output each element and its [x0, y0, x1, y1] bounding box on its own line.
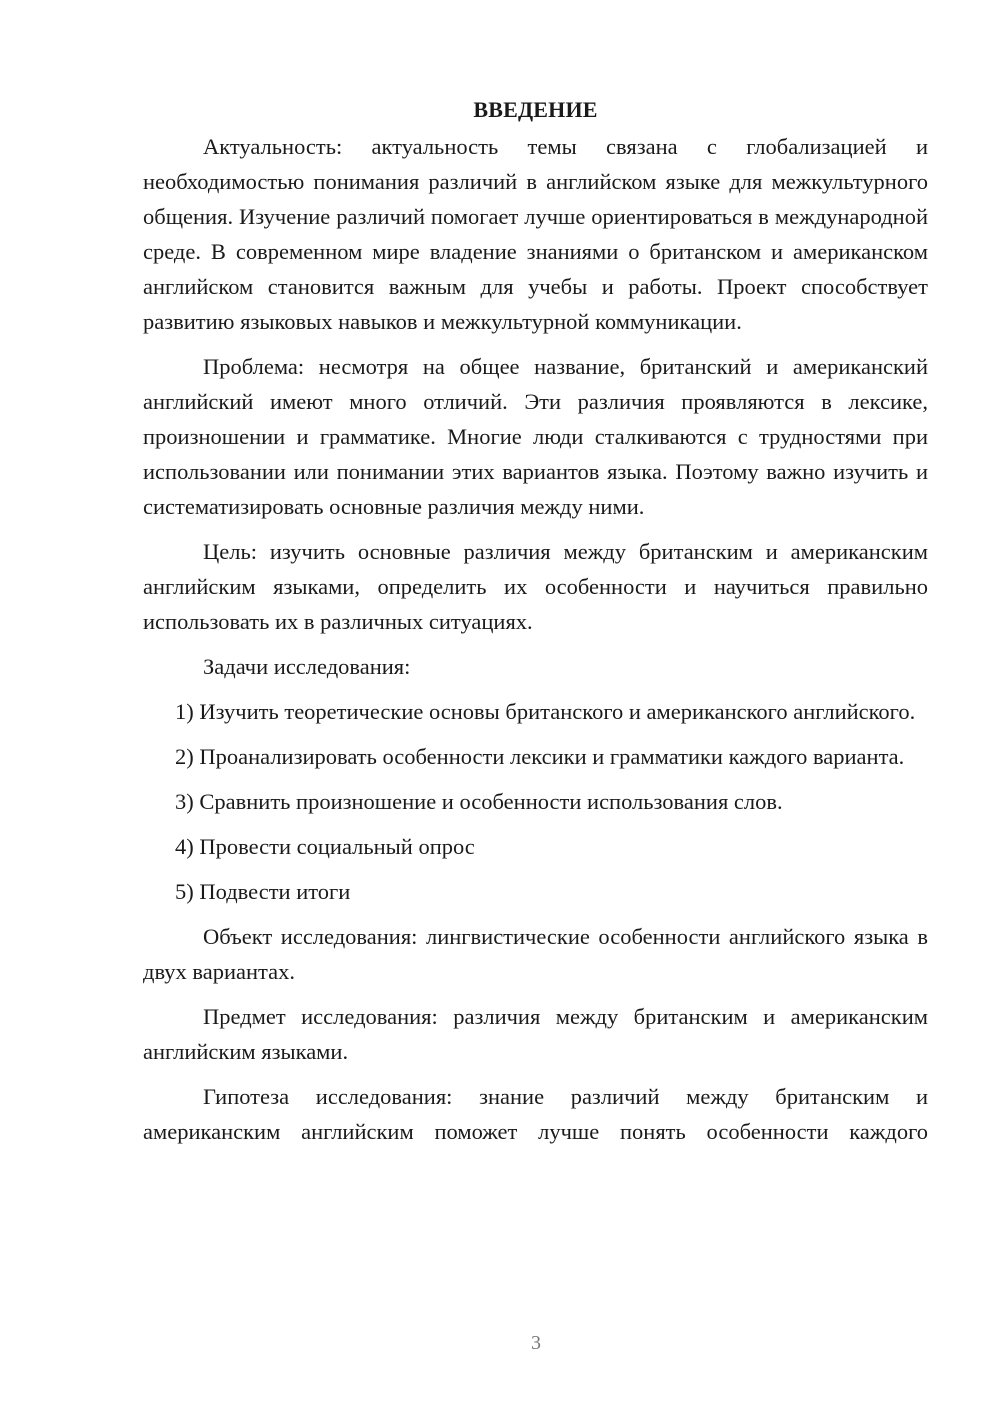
task-item-3: 3) Сравнить произношение и особенности использования слов. — [175, 789, 783, 814]
tasks-heading: Задачи исследования: — [203, 654, 411, 679]
paragraph-hypothesis: Гипотеза исследования: знание различий между британским и американским английским поможет лучше понять особенности каждого — [143, 1084, 928, 1144]
document-page — [143, 92, 928, 1159]
paragraph-relevance: Актуальность: актуальность темы связана с глобализацией и необходимостью понимания различий в английском языке для межкультурного общения. Изучение различий помогает лучше ориентироваться в международной среде. В современном мире владение знаниями о британском и американском английском становится важным для учебы и работы. Проект способствует развитию языковых навыков и межкультурной коммуникации. — [143, 134, 928, 334]
task-item-5: 5) Подвести итоги — [175, 879, 351, 904]
tasks-list — [143, 694, 928, 909]
page-number: 3 — [531, 1332, 541, 1354]
paragraph-object: Объект исследования: лингвистические особенности английского языка в двух вариантах. — [143, 924, 928, 984]
paragraph-goal: Цель: изучить основные различия между британским и американским английским языками, определить их особенности и научиться правильно использовать их в различных ситуациях. — [143, 539, 928, 634]
paragraph-problem: Проблема: несмотря на общее название, британский и американский английский имеют много отличий. Эти различия проявляются в лексике, произношении и грамматике. Многие люди сталкиваются с трудностями при использовании или понимании этих вариантов языка. Поэтому важно изучить и систематизировать основные различия между ними. — [143, 354, 928, 519]
paragraph-subject: Предмет исследования: различия между британским и американским английским языками. — [143, 1004, 928, 1064]
task-item-4: 4) Провести социальный опрос — [175, 834, 475, 859]
task-item-2: 2) Проанализировать особенности лексики и грамматики каждого варианта. — [175, 744, 905, 769]
task-item-1: 1) Изучить теоретические основы британского и американского английского. — [175, 699, 916, 724]
section-title: ВВЕДЕНИЕ — [473, 97, 598, 122]
